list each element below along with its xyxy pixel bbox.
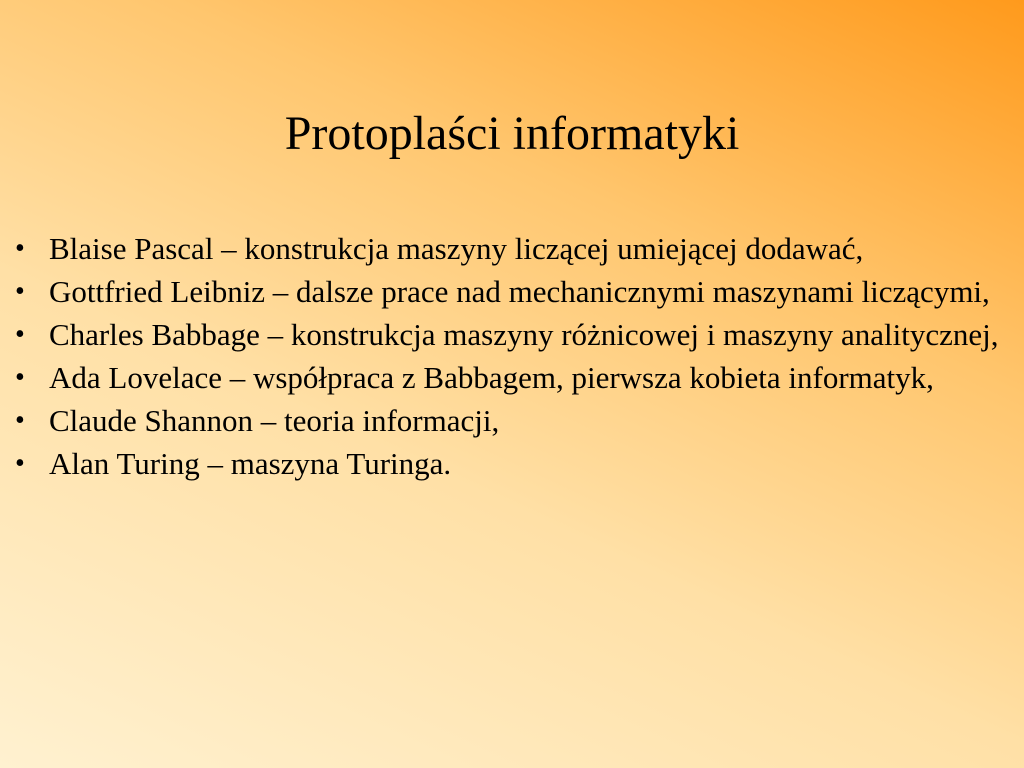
bullet-dot-icon: • [15, 233, 25, 264]
bullet-text: Gottfried Leibniz – dalsze prace nad mechanicznymi maszynami liczącymi, [49, 274, 990, 309]
bullet-item-babbage [0, 314, 1000, 356]
bullet-text: Blaise Pascal – konstrukcja maszyny liczącej umiejącej dodawać, [49, 231, 864, 266]
bullet-item-shannon [0, 400, 1000, 442]
slide-title: Protoplaści informatyki [284, 107, 740, 160]
bullet-text: Alan Turing – maszyna Turinga. [49, 446, 452, 481]
bullet-item-leibniz [0, 271, 1000, 313]
bullet-dot-icon: • [15, 405, 25, 436]
bullet-dot-icon: • [15, 448, 25, 479]
bullet-dot-icon: • [15, 362, 25, 393]
bullet-dot-icon: • [15, 319, 25, 350]
bullet-text: Charles Babbage – konstrukcja maszyny różnicowej i maszyny analitycznej, [49, 317, 999, 352]
bullet-item-pascal [0, 228, 1000, 270]
bullet-item-lovelace [0, 357, 1000, 399]
bullet-text: Claude Shannon – teoria informacji, [49, 403, 500, 438]
bullet-text: Ada Lovelace – współpraca z Babbagem, pierwsza kobieta informatyk, [49, 360, 934, 395]
bullet-dot-icon: • [15, 276, 25, 307]
bullet-item-turing [0, 443, 1000, 485]
bullet-list [0, 228, 1000, 486]
